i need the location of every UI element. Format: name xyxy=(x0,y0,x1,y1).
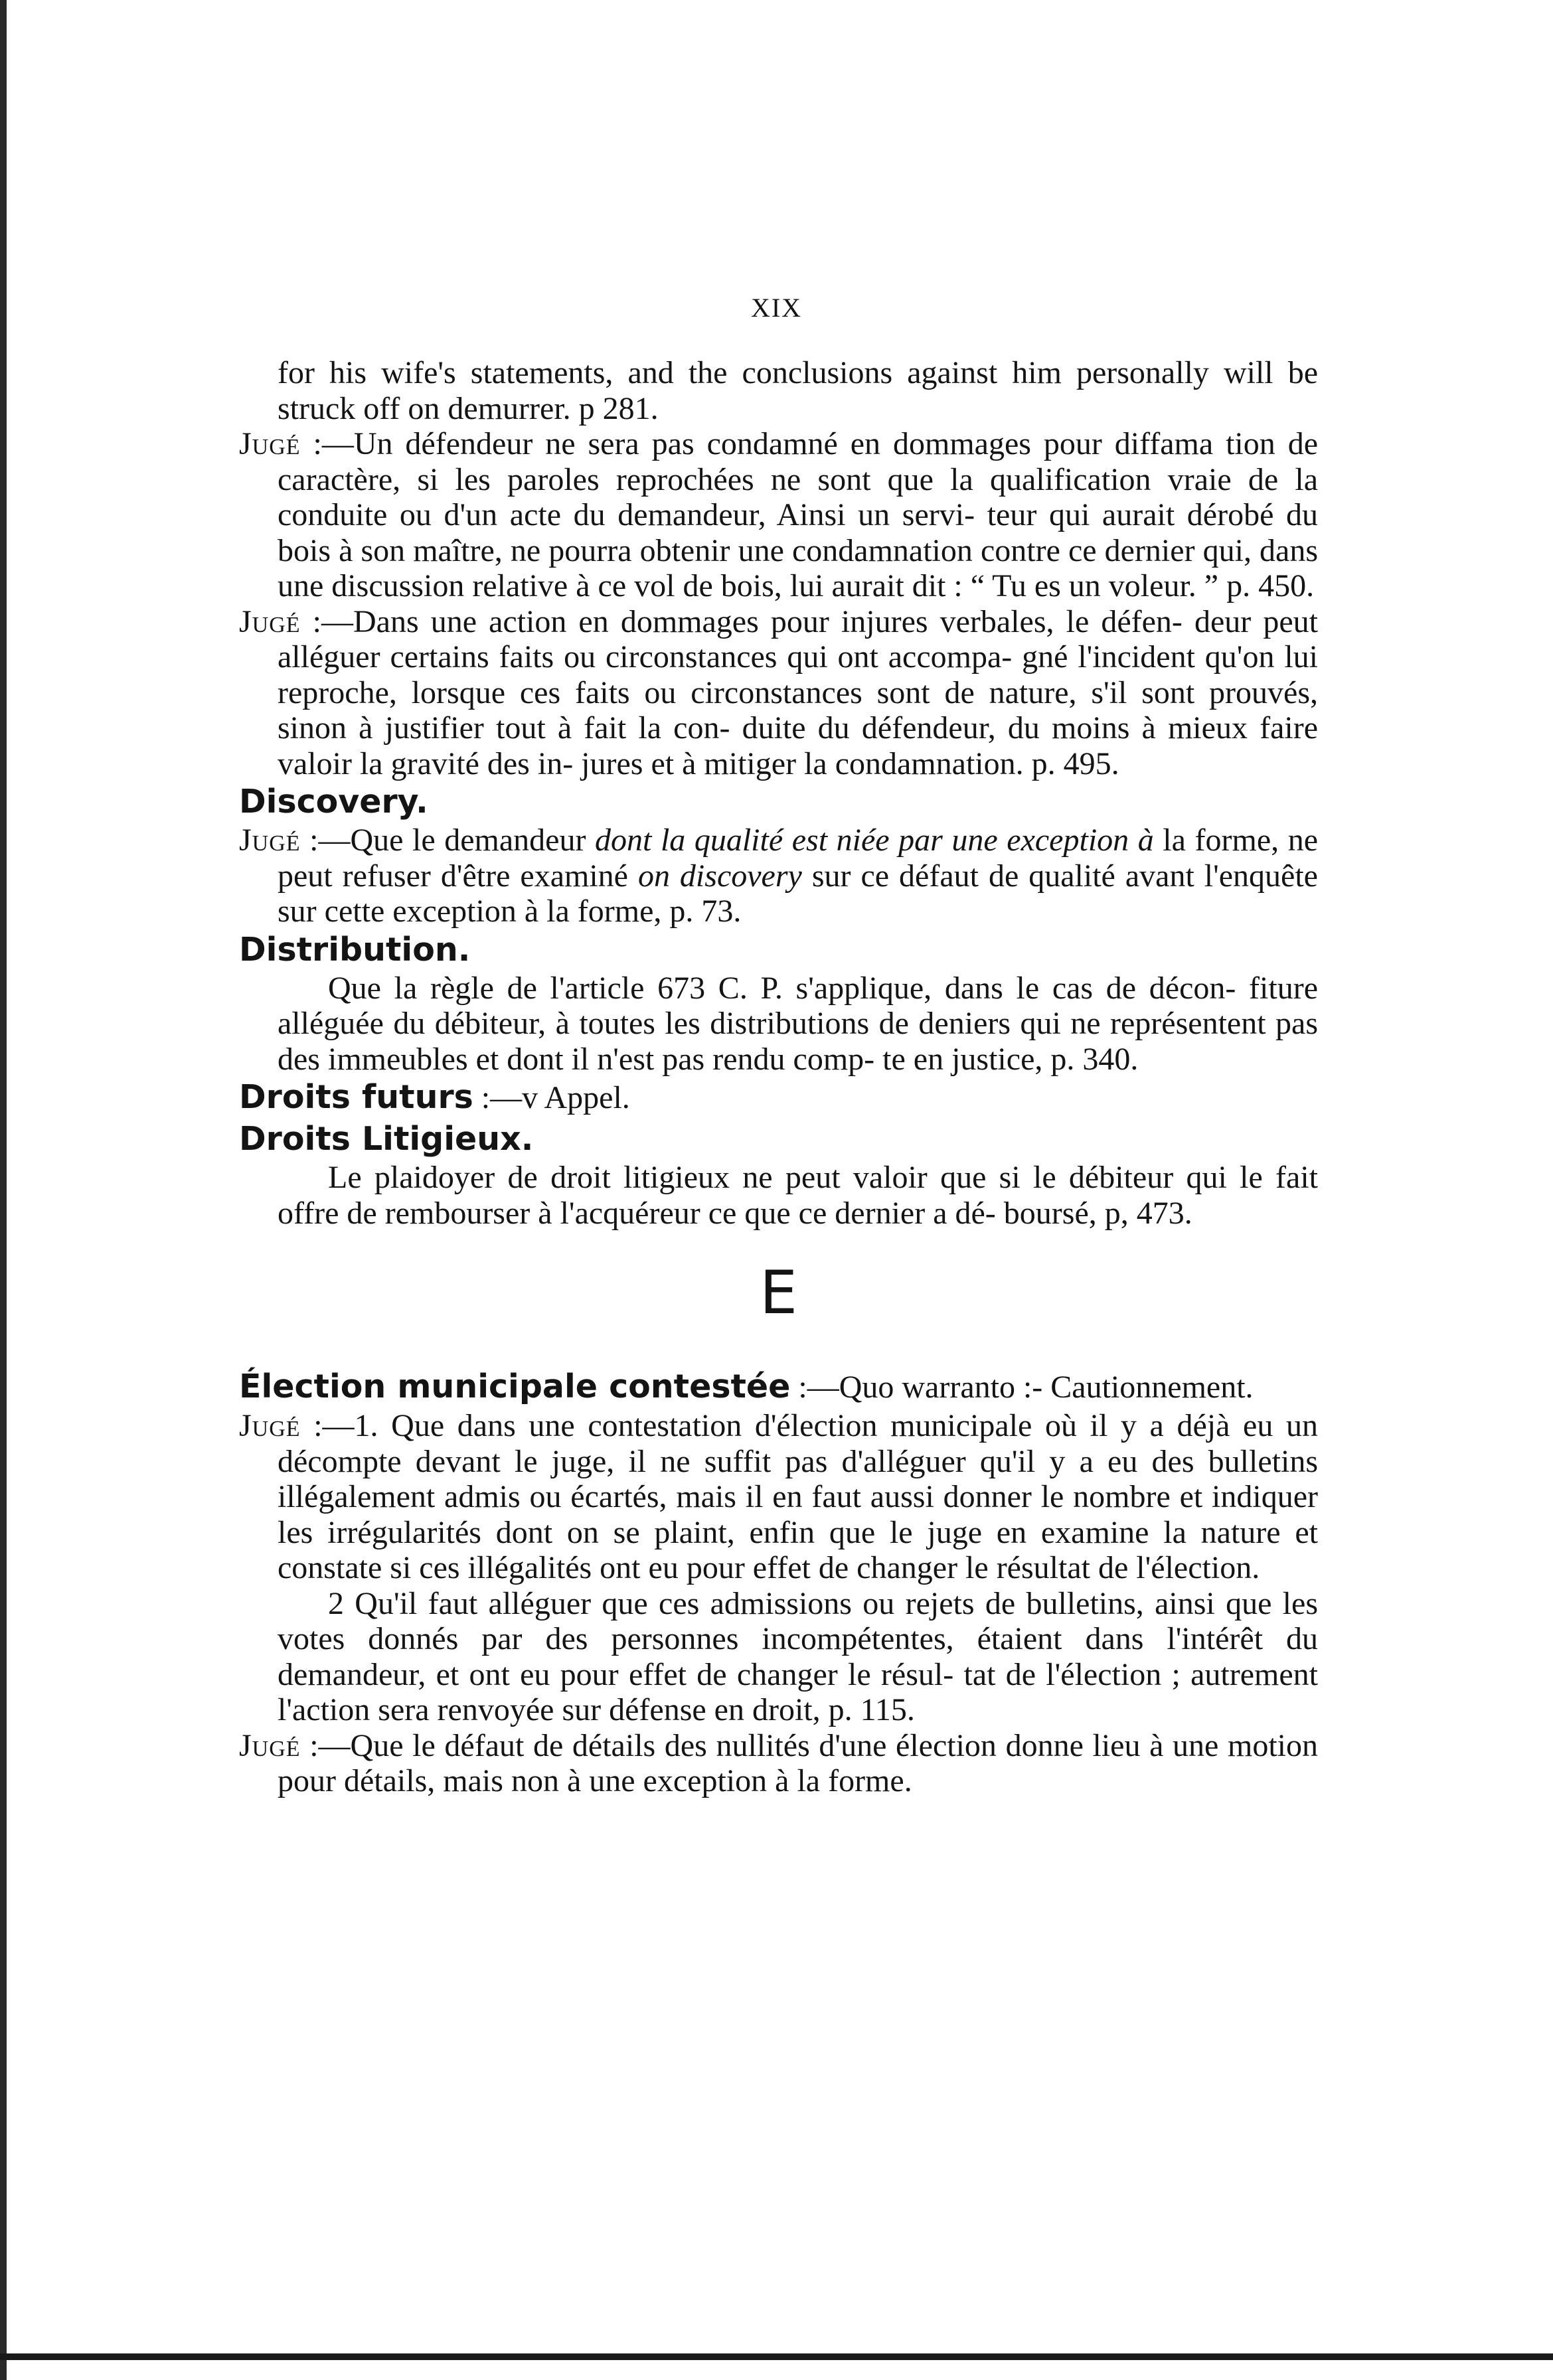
index-content xyxy=(239,355,1318,1799)
juge-label: Jugé xyxy=(239,823,301,858)
paragraph-text: :—Que le demandeur xyxy=(300,823,596,858)
page-number: XIX xyxy=(750,293,803,323)
heading-cross-reference: :—Quo warranto :- Cautionnement. xyxy=(790,1370,1254,1405)
heading-text: Élection municipale contestée xyxy=(239,1368,791,1405)
section-letter: E xyxy=(760,1258,797,1328)
paragraph-juge-election-1 xyxy=(239,1408,1318,1586)
paragraph-text: :—Que le défaut de détails des nullités d'une élection donne lieu à une motion pour détails, mais non à une exception à la forme. xyxy=(278,1727,1318,1798)
paragraph-text: :—Un défendeur ne sera pas condamné en dommages pour diffama tion de caractère, si les paroles reprochées ne sont que la qualification vraie de la conduite ou d'un acte du demandeur, Ainsi un servi- teur qui aurait dérobé du bois à son maître, ne pourra obtenir une condamnation contre ce dernier qui, dans une discussion relative à ce vol de bois, lui aurait dit : “ Tu es un voleur. ” p. 450. xyxy=(278,426,1318,603)
paragraph-text: :—Dans une action en dommages pour injures verbales, le défen- deur peut alléguer certains faits ou circonstances qui ont accompa- gné l'incident qu'on lui reproche, lorsque ces faits ou circonstances sont de nature, s'il sont prouvés, sinon à justifier tout à fait la con- duite du défendeur, du moins à mieux faire valoir la gravité des in- jures et à mitiger la condamnation. p. 495. xyxy=(278,603,1318,781)
heading-election-municipale xyxy=(239,1366,1318,1408)
paragraph-droits-litigieux: Le plaidoyer de droit litigieux ne peut valoir que si le débiteur qui le fait offre de rembourser à l'acquéreur ce que ce dernier a dé- boursé, p, 473. xyxy=(278,1160,1318,1231)
juge-label: Jugé xyxy=(239,1727,301,1763)
paragraph-text: sur ce défaut de qualité avant l'enquête sur cette exception à la forme, p. 73. xyxy=(278,858,1318,929)
heading-cross-reference: :—v Appel. xyxy=(473,1080,630,1115)
juge-label: Jugé xyxy=(239,603,301,639)
heading-distribution: Distribution. xyxy=(239,930,471,969)
juge-label: Jugé xyxy=(239,426,301,461)
heading-text: Droits futurs xyxy=(239,1078,473,1116)
paragraph-juge-diffamation xyxy=(239,426,1318,604)
paragraph-italic-text: dont la qualité est niée par une exception à xyxy=(595,823,1154,858)
paragraph-text: :—1. Que dans une contestation d'élection municipale où il y a déjà eu un décompte devant le juge, il ne suffit pas d'alléguer qu'il y a eu des bulletins illégalement admis ou écartés, mais il en faut aussi donner le nombre et indiquer les irrégularités dont on se plaint, enfin que le juge en examine la nature et constate si ces illégalités ont eu pour effet de changer le résultat de l'élection. xyxy=(278,1408,1318,1585)
paragraph-distribution: Que la règle de l'article 673 C. P. s'applique, dans le cas de décon- fiture alléguée du débiteur, à toutes les distributions de deniers qui ne représentent pas des immeubles et dont il n'est pas rendu comp- te en justice, p. 340. xyxy=(278,970,1318,1077)
scan-edge-left xyxy=(0,0,7,2380)
heading-discovery: Discovery. xyxy=(239,783,428,821)
juge-label: Jugé xyxy=(239,1408,301,1443)
paragraph-text: la forme, ne peut refuser d'être examiné xyxy=(278,823,1319,894)
paragraph-juge-injures xyxy=(239,604,1318,782)
paragraph-juge-election-details xyxy=(239,1728,1318,1799)
heading-droits-litigieux: Droits Litigieux. xyxy=(239,1120,534,1158)
paragraph-italic-text: on discovery xyxy=(637,858,802,894)
heading-droits-futurs xyxy=(239,1077,1318,1119)
paragraph-juge-discovery xyxy=(239,823,1318,929)
scan-edge-bottom xyxy=(0,2353,1553,2360)
paragraph-election-2: 2 Qu'il faut alléguer que ces admissions ou rejets de bulletins, ainsi que les votes donnés par des personnes incompétentes, étaient dans l'intérêt du demandeur, et ont eu pour effet de changer le résul- tat de l'élection ; autrement l'action sera renvoyée sur défense en droit, p. 115. xyxy=(278,1585,1318,1727)
paragraph-continuation: for his wife's statements, and the conclusions against him personally will be struck off on demurrer. p 281. xyxy=(278,355,1318,426)
